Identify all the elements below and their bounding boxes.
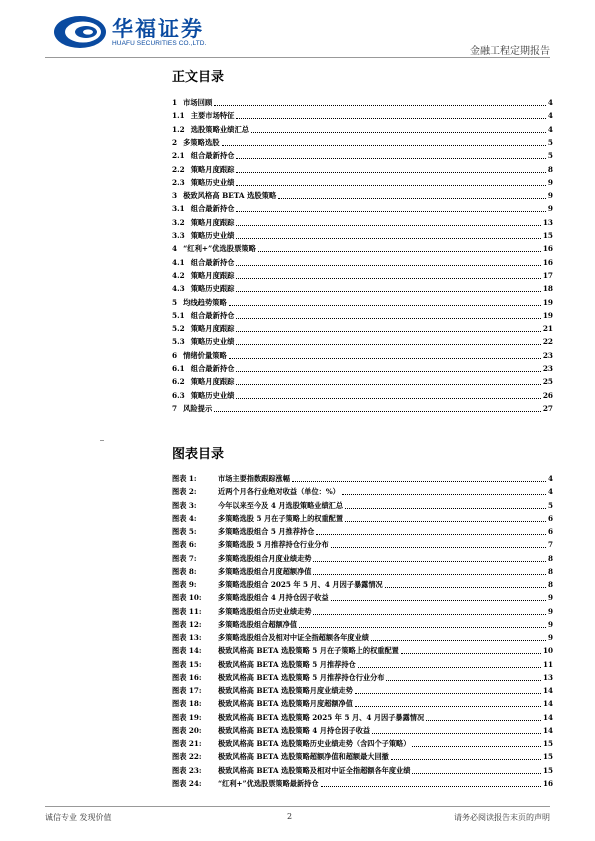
leader-dots (426, 720, 541, 721)
footer-slogan: 诚信专业 发现价值 (45, 813, 112, 822)
leader-dots (412, 773, 541, 774)
toc-entry-text: 风险提示 (183, 403, 213, 413)
toc-entry-number: 1.2 (172, 124, 185, 134)
figure-entry-label: 图表 24: (172, 778, 202, 788)
leader-dots (236, 344, 540, 345)
leader-dots (412, 746, 541, 747)
toc-entry[interactable] (172, 389, 553, 401)
figure-entry-page: 6 (547, 527, 553, 536)
toc-entry-number: 3 (172, 191, 178, 201)
leader-dots (236, 384, 540, 385)
figure-entry-label: 图表 14: (172, 646, 202, 656)
figure-entry-label: 图表 15: (172, 659, 202, 669)
toc-entry-number: 4.1 (172, 257, 185, 267)
toc-entry-text: 组合最新持仓 (190, 364, 235, 373)
leader-dots (236, 238, 540, 239)
report-type: 金融工程定期报告 (470, 46, 550, 57)
leader-dots (236, 278, 540, 279)
leader-dots (358, 667, 541, 668)
page-number: 2 (287, 812, 293, 821)
figure-entry-page: 15 (542, 739, 553, 748)
toc-entry-number: 2.1 (172, 151, 185, 161)
toc-entry-text: 策略月度跟踪 (190, 324, 235, 334)
leader-dots (214, 105, 546, 106)
figure-entry-text: 极致风格高 BETA 选股策略 5 月推荐持仓 (218, 659, 356, 669)
figure-entry-text: 市场主要指数跟踪涨幅 (218, 474, 290, 483)
leader-dots (391, 759, 541, 760)
figure-entry-text: 极致风格高 BETA 选股策略超额净值和超额最大回撤 (218, 752, 389, 762)
figure-entry-label: 图表 17: (172, 686, 202, 695)
footer-disclaimer: 请务必阅读报告末页的声明 (454, 813, 550, 822)
toc-entry[interactable] (172, 309, 553, 321)
toc-entry-page: 25 (542, 377, 553, 387)
figure-entry[interactable] (172, 539, 553, 550)
toc-entry[interactable] (172, 136, 553, 148)
figure-entry-text: 极致风格高 BETA 选股策略 5 月推荐持仓行业分布 (218, 672, 385, 682)
leader-dots (313, 574, 546, 575)
toc-entry-number: 6.1 (172, 364, 185, 373)
figure-entry-page: 14 (542, 699, 553, 709)
figure-entry-text: 今年以来至今及 4 月选股策略业绩汇总 (218, 500, 344, 510)
figure-entry[interactable] (172, 751, 553, 762)
toc-entry-page: 27 (542, 403, 553, 413)
figure-entry-label: 图表 18: (172, 699, 202, 709)
leader-dots (321, 786, 541, 787)
figure-entry[interactable] (172, 645, 553, 656)
toc-entry[interactable] (172, 149, 553, 161)
toc-entry-text: “红利+”优选股票策略 (183, 244, 256, 254)
figure-entry-page: 8 (547, 566, 553, 576)
toc-entry-page: 19 (542, 297, 553, 307)
toc-entry[interactable] (172, 96, 553, 108)
footer-divider (45, 806, 550, 807)
figure-entry-page: 13 (542, 672, 553, 682)
leader-dots (316, 534, 546, 535)
toc-entry[interactable] (172, 256, 553, 268)
figure-entry[interactable] (172, 738, 553, 749)
leader-dots (236, 291, 540, 292)
leader-dots (292, 481, 546, 482)
figure-entry-page: 14 (542, 686, 553, 695)
figure-entry-page: 16 (542, 778, 553, 788)
figure-entry-text: 极致风格高 BETA 选股策略月度超额净值 (218, 699, 353, 709)
toc-entry-page: 9 (547, 177, 553, 187)
toc-entry-number: 6 (172, 350, 178, 360)
toc-entry-number: 4 (172, 244, 178, 254)
leader-dots (355, 693, 541, 694)
figure-entry[interactable] (172, 579, 553, 590)
figure-entry-text: 多策略选股组合历史业绩走势 (218, 606, 312, 616)
figure-list-title: 图表目录 (172, 447, 225, 462)
toc-entry[interactable] (172, 335, 553, 347)
figure-entry-page: 8 (547, 580, 553, 589)
figure-entry-label: 图表 10: (172, 593, 202, 603)
toc-entry-number: 5 (172, 297, 178, 307)
toc-entry-number: 1.1 (172, 111, 185, 121)
figure-entry-page: 5 (547, 500, 553, 510)
figure-entry-page: 9 (547, 633, 553, 642)
leader-dots (236, 318, 540, 319)
figure-entry[interactable] (172, 725, 553, 736)
toc-entry[interactable] (172, 282, 553, 294)
figure-entry-label: 图表 13: (172, 633, 202, 642)
leader-dots (372, 733, 541, 734)
toc-entry-text: 组合最新持仓 (190, 204, 235, 214)
leader-dots (236, 331, 540, 332)
figure-entry-text: 多策略选股组合及相对中证全指超额各年度业绩 (218, 633, 369, 642)
figure-entry[interactable] (172, 632, 553, 643)
leader-dots (214, 411, 541, 412)
toc-entry-number: 5.3 (172, 337, 185, 347)
leader-dots (236, 225, 540, 226)
figure-entry[interactable] (172, 513, 553, 524)
leader-dots (222, 145, 546, 146)
leader-dots (331, 547, 546, 548)
figure-entry-label: 图表 3: (172, 500, 197, 510)
figure-entry[interactable] (172, 473, 553, 484)
figure-entry-label: 图表 22: (172, 752, 202, 762)
toc-entry-page: 4 (547, 111, 553, 121)
leader-dots (236, 185, 545, 186)
figure-entry-page: 10 (542, 646, 553, 656)
figure-entry-page: 9 (547, 606, 553, 616)
toc-entry-text: 市场回顾 (183, 98, 213, 107)
figure-entry-label: 图表 16: (172, 672, 202, 682)
figure-entry[interactable] (172, 712, 553, 723)
figure-entry-label: 图表 23: (172, 765, 202, 775)
toc-entry-text: 主要市场特征 (190, 111, 235, 121)
figure-entry-text: 多策略选股 5 月在子策略上的权重配置 (218, 513, 344, 523)
figure-entry-page: 4 (547, 474, 553, 483)
leader-dots (236, 211, 545, 212)
figure-entry-page: 7 (547, 540, 553, 550)
toc-entry-text: 策略历史业绩 (190, 337, 235, 347)
figure-entry-label: 图表 11: (172, 606, 202, 616)
toc-entry-text: 策略历史跟踪 (190, 284, 235, 294)
figure-entry-text: 极致风格高 BETA 选股策略 2025 年 5 月、4 月因子暴露情况 (218, 712, 425, 722)
toc-title: 正文目录 (172, 70, 225, 85)
toc-entry-text: 组合最新持仓 (190, 257, 235, 267)
figure-entry[interactable] (172, 685, 553, 696)
figure-entry-text: 多策略选股组合 5 月推荐持仓 (218, 527, 315, 536)
page-header (0, 0, 595, 62)
figure-entry-page: 9 (547, 593, 553, 603)
figure-entry[interactable] (172, 672, 553, 683)
figure-entry-text: 极致风格高 BETA 选股策略 5 月在子策略上的权重配置 (218, 646, 399, 656)
figure-entry-page: 9 (547, 619, 553, 629)
margin-mark (100, 440, 104, 441)
toc-entry[interactable] (172, 229, 553, 241)
toc-entry-number: 2.3 (172, 177, 185, 187)
toc-entry[interactable] (172, 362, 553, 374)
toc-entry-page: 26 (542, 390, 553, 400)
leader-dots (236, 265, 540, 266)
toc-entry[interactable] (172, 189, 553, 201)
figure-entry-label: 图表 1: (172, 474, 197, 483)
toc-entry-page: 5 (547, 137, 553, 147)
toc-entry-number: 7 (172, 403, 178, 413)
figure-entry-label: 图表 5: (172, 527, 197, 536)
huafu-logo-icon (52, 14, 108, 50)
toc-entry-number: 3.3 (172, 231, 185, 240)
figure-entry[interactable] (172, 553, 553, 564)
leader-dots (299, 627, 546, 628)
leader-dots (345, 508, 546, 509)
leader-dots (313, 561, 546, 562)
toc-entry-text: 均线趋势策略 (183, 297, 227, 307)
toc-entry-number: 5.2 (172, 324, 185, 334)
toc-entry-text: 选股策略业绩汇总 (190, 124, 250, 134)
figure-entry-label: 图表 9: (172, 580, 197, 589)
figure-entry[interactable] (172, 526, 553, 537)
toc-entry-text: 组合最新持仓 (190, 310, 235, 320)
header-divider (45, 57, 550, 58)
figure-entry[interactable] (172, 566, 553, 577)
toc-entry-page: 23 (542, 350, 553, 360)
leader-dots (313, 614, 546, 615)
toc-entry[interactable] (172, 242, 553, 254)
toc-entry-page: 4 (547, 98, 553, 107)
figure-entry-text: 多策略选股组合超额净值 (218, 619, 298, 629)
leader-dots (236, 172, 545, 173)
toc-entry[interactable] (172, 123, 553, 135)
figure-entry[interactable] (172, 592, 553, 603)
leader-dots (355, 706, 541, 707)
leader-dots (401, 653, 541, 654)
toc-entry-text: 极致风格高 BETA 选股策略 (183, 191, 277, 201)
figure-entry-page: 15 (542, 752, 553, 762)
toc-entry-text: 策略月度跟踪 (190, 217, 235, 227)
leader-dots (342, 494, 546, 495)
figure-entry-label: 图表 6: (172, 540, 197, 550)
figure-entry-label: 图表 7: (172, 553, 197, 563)
toc-entry-number: 1 (172, 98, 178, 107)
toc-entry-text: 策略历史业绩 (190, 231, 235, 240)
leader-dots (251, 132, 546, 133)
figure-entry-page: 6 (547, 513, 553, 523)
toc-entry-page: 9 (547, 191, 553, 201)
toc-entry-text: 策略历史业绩 (190, 390, 235, 400)
toc-entry-page: 16 (542, 244, 553, 254)
leader-dots (229, 305, 541, 306)
figure-entry-page: 4 (547, 487, 553, 497)
figure-entry[interactable] (172, 765, 553, 776)
toc-entry-text: 情绪价量策略 (183, 350, 227, 360)
figure-entry[interactable] (172, 619, 553, 630)
toc-entry-text: 策略月度跟踪 (190, 377, 235, 387)
toc-entry-page: 5 (547, 151, 553, 161)
toc-entry[interactable] (172, 322, 553, 334)
figure-entry-page: 15 (542, 765, 553, 775)
brand-name-en: HUAFU SECURITIES CO.,LTD. (112, 40, 207, 47)
figure-entry-label: 图表 4: (172, 513, 197, 523)
toc-entry-page: 18 (542, 284, 553, 294)
toc-entry-page: 22 (542, 337, 553, 347)
figure-entry-page: 8 (547, 553, 553, 563)
toc-entry-number: 3.1 (172, 204, 185, 214)
toc-entry-number: 3.2 (172, 217, 185, 227)
toc-entry[interactable] (172, 109, 553, 121)
figure-entry-label: 图表 12: (172, 619, 202, 629)
toc-entry[interactable] (172, 296, 553, 308)
toc-entry-text: 多策略选股 (183, 137, 220, 147)
figure-entry-text: 多策略选股 5 月推荐持仓行业分布 (218, 540, 329, 550)
toc-entry-page: 23 (542, 364, 553, 373)
figure-entry-text: 近两个月各行业绝对收益（单位：%） (218, 487, 340, 497)
figure-entry[interactable] (172, 698, 553, 709)
figure-entry-label: 图表 21: (172, 739, 202, 748)
toc-entry-text: 组合最新持仓 (190, 151, 235, 161)
toc-entry-page: 17 (542, 270, 553, 280)
leader-dots (258, 251, 541, 252)
figure-entry-label: 图表 2: (172, 487, 197, 497)
figure-entry-page: 14 (542, 725, 553, 735)
leader-dots (331, 600, 546, 601)
figure-entry-text: 极致风格高 BETA 选股策略历史业绩走势（含四个子策略） (218, 739, 411, 748)
leader-dots (236, 118, 545, 119)
figure-entry[interactable] (172, 778, 553, 789)
toc-entry-page: 8 (547, 164, 553, 174)
toc-entry[interactable] (172, 163, 553, 175)
leader-dots (236, 158, 545, 159)
toc-entry-number: 2 (172, 137, 178, 147)
toc-entry-page: 21 (542, 324, 553, 334)
toc-entry-number: 4.2 (172, 270, 185, 280)
toc-entry-page: 13 (542, 217, 553, 227)
toc-entry[interactable] (172, 202, 553, 214)
figure-entry-label: 图表 8: (172, 566, 197, 576)
figure-entry-text: 多策略选股组合月度业绩走势 (218, 553, 312, 563)
leader-dots (236, 398, 540, 399)
toc-entry[interactable] (172, 176, 553, 188)
figure-entry-label: 图表 20: (172, 725, 202, 735)
figure-entry[interactable] (172, 500, 553, 511)
leader-dots (278, 198, 546, 199)
toc-entry-number: 5.1 (172, 310, 185, 320)
toc-entry-page: 15 (542, 231, 553, 240)
figure-entry[interactable] (172, 486, 553, 497)
toc-entry[interactable] (172, 349, 553, 361)
toc-entry-text: 策略历史业绩 (190, 177, 235, 187)
toc-entry-text: 策略月度跟踪 (190, 164, 235, 174)
toc-entry[interactable] (172, 269, 553, 281)
toc-entry-page: 4 (547, 124, 553, 134)
toc-entry[interactable] (172, 375, 553, 387)
brand-name-cn: 华福证券 (112, 16, 204, 41)
figure-entry[interactable] (172, 606, 553, 617)
toc-entry-page: 19 (542, 310, 553, 320)
leader-dots (386, 680, 541, 681)
figure-entry-text: 极致风格高 BETA 选股策略月度业绩走势 (218, 686, 353, 695)
toc-entry-number: 6.3 (172, 390, 185, 400)
figure-entry-text: 多策略选股组合 4 月持仓因子收益 (218, 593, 329, 603)
figure-entry-text: 多策略选股组合 2025 年 5 月、4 月因子暴露情况 (218, 580, 383, 589)
figure-entry-text: 多策略选股组合月度超额净值 (218, 566, 312, 576)
leader-dots (236, 371, 540, 372)
figure-entry-text: 极致风格高 BETA 选股策略及相对中证全指超额各年度业绩 (218, 765, 411, 775)
toc-entry-number: 2.2 (172, 164, 185, 174)
figure-entry[interactable] (172, 659, 553, 670)
toc-entry[interactable] (172, 402, 553, 414)
toc-entry-page: 9 (547, 204, 553, 214)
figure-entry-label: 图表 19: (172, 712, 202, 722)
toc-entry[interactable] (172, 216, 553, 228)
figure-entry-page: 11 (542, 659, 553, 669)
toc-entry-number: 6.2 (172, 377, 185, 387)
leader-dots (385, 587, 546, 588)
figure-entry-text: “红利+”优选股票策略最新持仓 (218, 778, 319, 788)
toc-entry-page: 16 (542, 257, 553, 267)
leader-dots (345, 521, 546, 522)
figure-entry-text: 极致风格高 BETA 选股策略 4 月持仓因子收益 (218, 725, 371, 735)
figure-entry-page: 14 (542, 712, 553, 722)
toc-entry-text: 策略月度跟踪 (190, 270, 235, 280)
toc-entry-number: 4.3 (172, 284, 185, 294)
leader-dots (371, 640, 546, 641)
leader-dots (229, 358, 541, 359)
